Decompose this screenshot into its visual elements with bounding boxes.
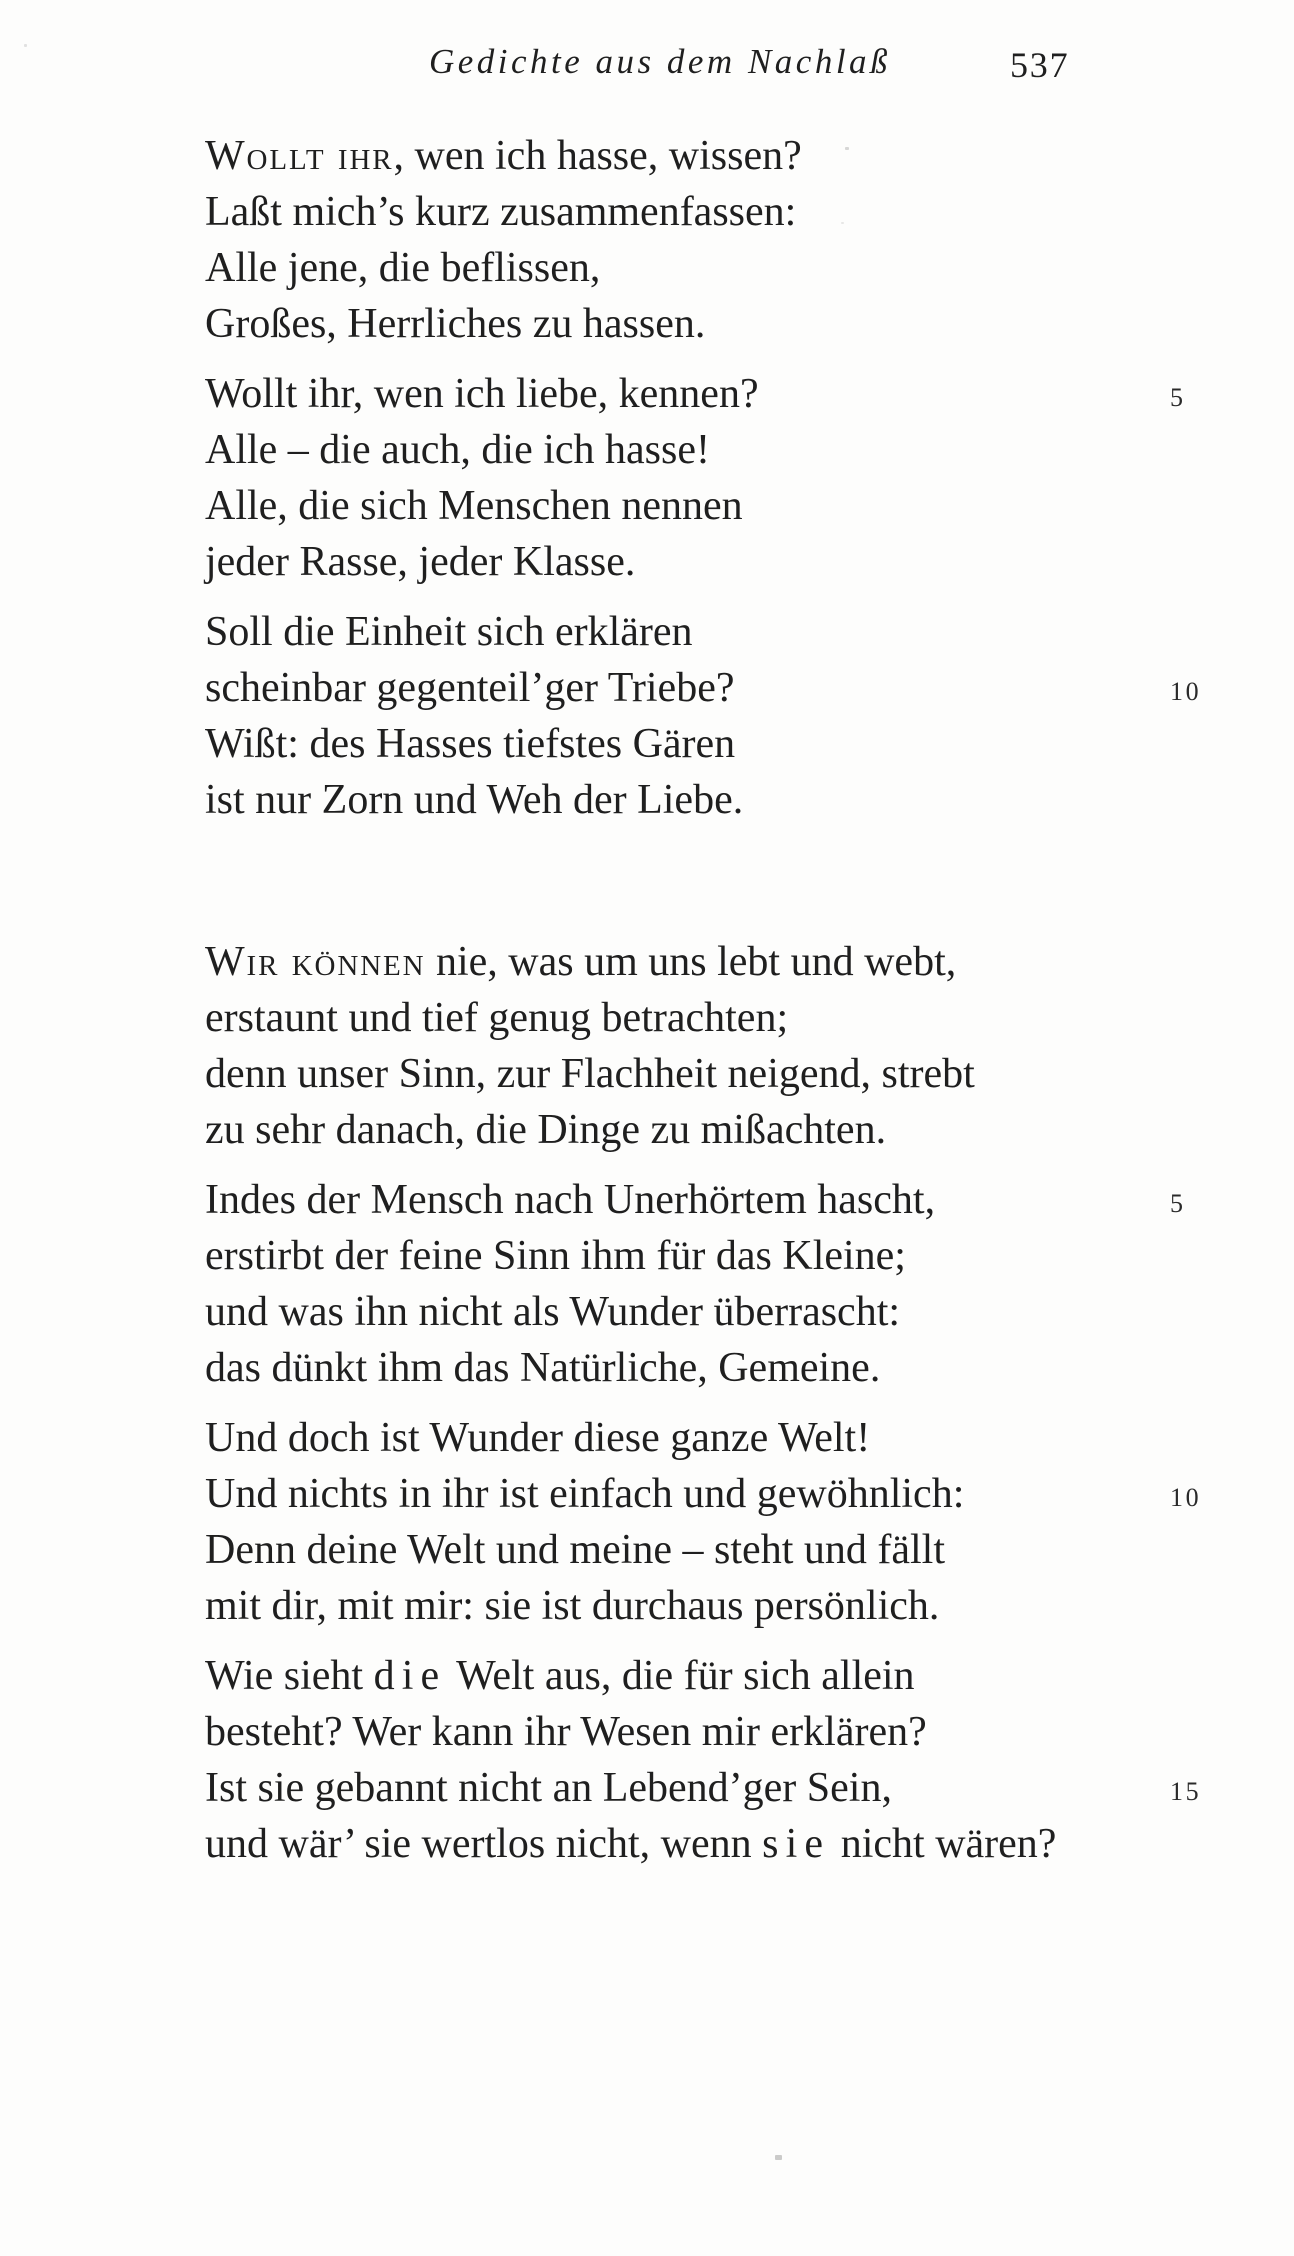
poem-line: [205, 1410, 1215, 1466]
text-segment: Alle jene, die beflissen,: [205, 245, 601, 291]
text-segment: Ist sie gebannt nicht an Lebend’ger Sein,: [205, 1765, 892, 1811]
page-number: 537: [1010, 45, 1070, 85]
text-segment: Alle – die auch, die ich hasse!: [205, 427, 710, 473]
text-segment: denn unser Sinn, zur Flachheit neigend, strebt: [205, 1051, 975, 1097]
text-segment: erstirbt der feine Sinn ihm für das Kleine;: [205, 1233, 906, 1279]
scan-speck: [845, 147, 849, 150]
text-segment: ist nur Zorn und Weh der Liebe.: [205, 777, 744, 823]
poem-line: [205, 478, 1215, 534]
poem-line: [205, 1816, 1215, 1872]
poem-line: [205, 1522, 1215, 1578]
poem-line: [205, 534, 1215, 590]
text-segment: die: [373, 1653, 447, 1699]
text-segment: erstaunt und tief genug betrachten;: [205, 995, 789, 1041]
text-segment: Welt aus, die für sich allein: [446, 1653, 915, 1699]
text-segment: jeder Rasse, jeder Klasse.: [205, 539, 636, 585]
text-segment: Großes, Herrliches zu hassen.: [205, 301, 706, 347]
text-segment: Soll die Einheit sich erklären: [205, 609, 693, 655]
poem-line: [205, 1760, 1215, 1816]
stanza: [205, 1172, 1215, 1396]
poem-line: [205, 184, 1215, 240]
poem-line: [205, 1046, 1215, 1102]
stanza: [205, 604, 1215, 828]
scan-speck: [841, 222, 844, 224]
text-segment: nicht wären?: [830, 1821, 1057, 1867]
poem-line: [205, 422, 1215, 478]
poem-line: [205, 1466, 1215, 1522]
stanza: [205, 1410, 1215, 1634]
verse-line-number: 10: [1170, 677, 1202, 706]
scan-speck: [24, 44, 27, 47]
text-segment: Alle, die sich Menschen nennen: [205, 483, 743, 529]
poem-line: [205, 296, 1215, 352]
text-segment: scheinbar gegenteil’ger Triebe?: [205, 665, 735, 711]
text-segment: Wollt ihr: [205, 133, 394, 179]
text-segment: Denn deine Welt und meine – steht und fällt: [205, 1527, 946, 1573]
stanza: [205, 934, 1215, 1158]
stanza: [205, 128, 1215, 352]
poem-line: [205, 1704, 1215, 1760]
text-segment: Wie sieht: [205, 1653, 374, 1699]
poem-wollt-ihr: [205, 128, 1215, 828]
text-segment: besteht? Wer kann ihr Wesen mir erklären?: [205, 1709, 927, 1755]
text-segment: Und doch ist Wunder diese ganze Welt!: [205, 1415, 871, 1461]
text-segment: Und nichts in ihr ist einfach und gewöhnlich:: [205, 1471, 965, 1517]
poem-line: [205, 1102, 1215, 1158]
poem-line: [205, 660, 1215, 716]
text-segment: und wär’ sie wertlos nicht, wenn: [205, 1821, 763, 1867]
text-segment: sie: [762, 1821, 831, 1867]
poem-line: [205, 128, 1215, 184]
text-segment: , wen ich hasse, wissen?: [393, 133, 802, 179]
poem-line: [205, 1340, 1215, 1396]
poem-line: [205, 1284, 1215, 1340]
text-segment: mit dir, mit mir: sie ist durchaus persönlich.: [205, 1583, 940, 1629]
poem-line: [205, 716, 1215, 772]
text-segment: und was ihn nicht als Wunder überrascht:: [205, 1289, 901, 1335]
text-segment: Wißt: des Hasses tiefstes Gären: [205, 721, 736, 767]
poem-line: [205, 240, 1215, 296]
running-head-title: Gedichte aus dem Nachlaß: [428, 42, 892, 81]
text-segment: Wir können: [205, 939, 426, 985]
poem-line: [205, 990, 1215, 1046]
poem-line: [205, 1228, 1215, 1284]
verse-line-number: 15: [1170, 1777, 1202, 1806]
poem-line: [205, 604, 1215, 660]
text-segment: zu sehr danach, die Dinge zu mißachten.: [205, 1107, 887, 1153]
stanza: [205, 1648, 1215, 1872]
text-segment: nie, was um uns lebt und webt,: [425, 939, 957, 985]
poem-line: [205, 1648, 1215, 1704]
poem-line: [205, 934, 1215, 990]
text-segment: Wollt ihr, wen ich liebe, kennen?: [205, 371, 759, 417]
poem-text-block: [205, 128, 1215, 1886]
poem-wir-koennen: [205, 934, 1215, 1872]
poem-line: [205, 366, 1215, 422]
verse-line-number: 5: [1170, 1189, 1186, 1218]
poem-line: [205, 1578, 1215, 1634]
stanza: [205, 366, 1215, 590]
poem-line: [205, 772, 1215, 828]
text-segment: Indes der Mensch nach Unerhörtem hascht,: [205, 1177, 936, 1223]
verse-line-number: 10: [1170, 1483, 1202, 1512]
scan-speck: [775, 2155, 782, 2160]
text-segment: Laßt mich’s kurz zusammenfassen:: [205, 189, 797, 235]
text-segment: das dünkt ihm das Natürliche, Gemeine.: [205, 1345, 881, 1391]
verse-line-number: 5: [1170, 383, 1186, 412]
poem-line: [205, 1172, 1215, 1228]
